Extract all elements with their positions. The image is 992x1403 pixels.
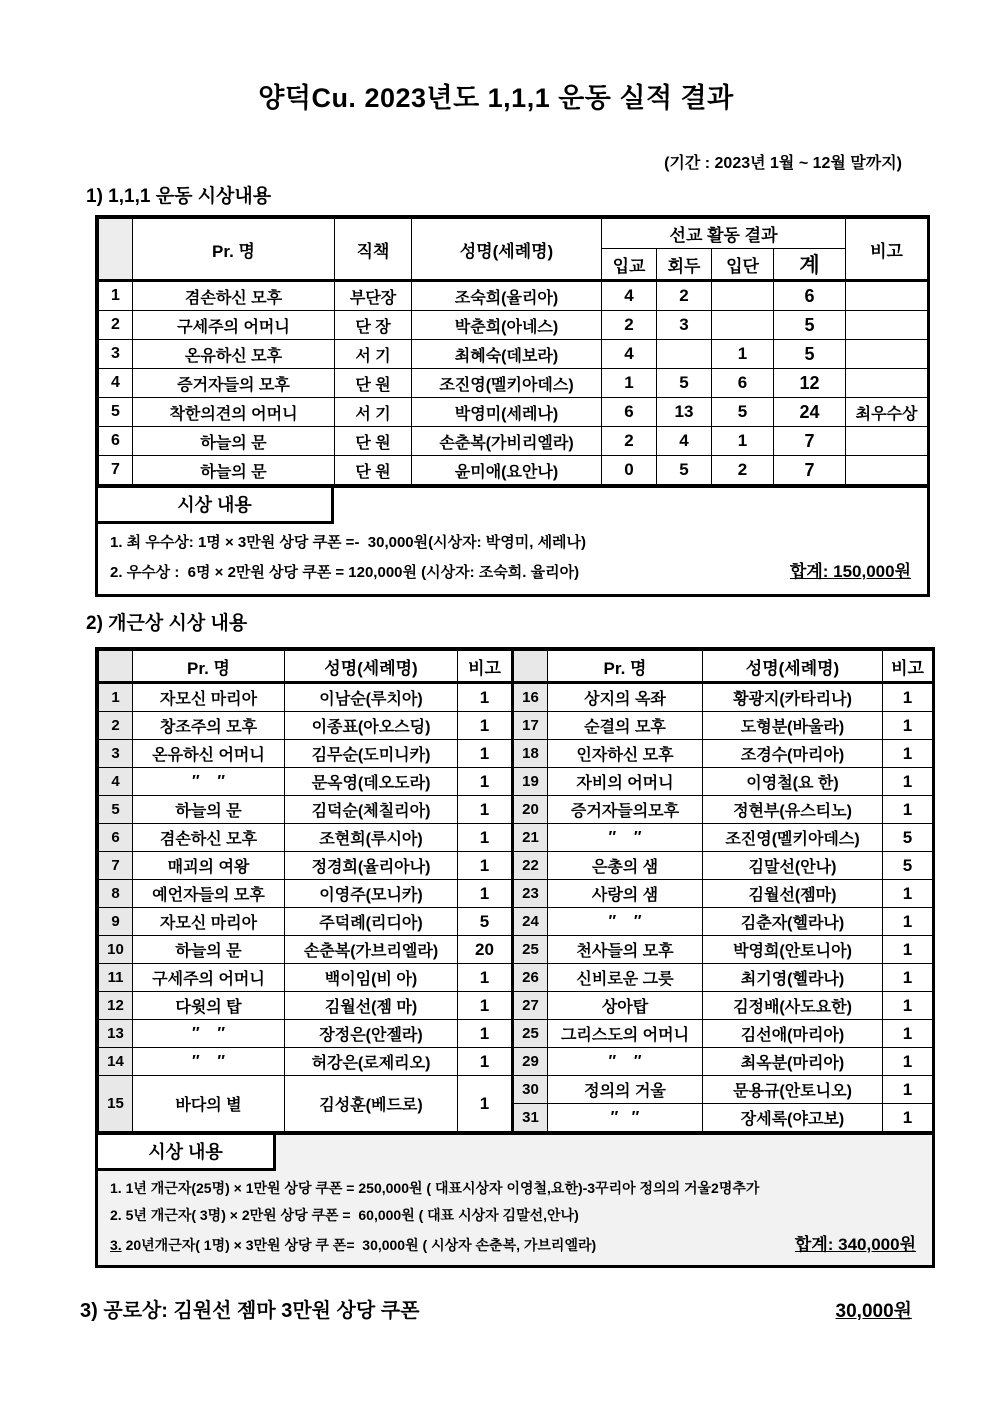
note-cell: 1 [883,796,933,824]
row-no: 17 [513,712,548,740]
pr-name-cell: 예언자들의 모후 [133,880,285,908]
header-ipdan: 입단 [712,249,774,281]
hoedu-value: 4 [657,427,712,456]
member-name-cell: 박영미(세레나) [412,398,602,427]
row-no: 18 [513,740,548,768]
member-name-cell: 김성훈(베드로) [285,1076,458,1132]
hoedu-value: 3 [657,311,712,340]
header-note: 비고 [883,651,933,683]
note-cell: 1 [883,768,933,796]
ipdan-value [712,311,774,340]
award-total: 합계: 150,000원 [789,562,911,581]
table-row [99,824,933,852]
pr-name-cell: 증거자들의 모후 [133,369,335,398]
row-no: 10 [99,936,133,964]
note-cell: 1 [458,740,513,768]
pr-name-cell: 하늘의 문 [133,936,285,964]
note-cell: 1 [883,908,933,936]
ipgyo-value: 2 [602,427,657,456]
member-name-cell: 김무순(도미니카) [285,740,458,768]
ipgyo-value: 4 [602,340,657,369]
total-value: 7 [774,427,846,456]
member-name-cell: 김선애(마리아) [703,1020,883,1048]
merit-award-text: 3) 공로상: 김원선 젬마 3만원 상당 쿠폰 [80,1300,420,1322]
award-line-3-number: 3. [110,1237,122,1253]
note-cell: 1 [883,964,933,992]
section3-line [80,1294,912,1323]
pr-name-cell: 매괴의 여왕 [133,852,285,880]
member-name-cell: 김월선(젬마) [703,880,883,908]
role-cell: 단 원 [335,456,412,485]
note-cell: 1 [883,1076,933,1104]
table-row [99,852,933,880]
pr-name-cell: ″ ″ [548,1104,703,1132]
member-name-cell: 장정은(안젤라) [285,1020,458,1048]
row-no: 12 [99,992,133,1020]
table-row [99,768,933,796]
note-cell [846,340,928,369]
pr-name-cell: 정의의 거울 [548,1076,703,1104]
total-value: 12 [774,369,846,398]
pr-name-cell: 은총의 샘 [548,852,703,880]
member-name-cell: 윤미애(요안나) [412,456,602,485]
pr-name-cell: 온유하신 어머니 [133,740,285,768]
member-name-cell: 주덕례(리디아) [285,908,458,936]
header-pr-name: Pr. 명 [133,651,285,683]
row-no: 5 [99,796,133,824]
mission-result-table [95,215,930,597]
row-no: 21 [513,824,548,852]
period-note: (기간 : 2023년 1월 ~ 12월 말까지) [664,155,902,172]
award-summary-1 [98,485,927,594]
pr-name-cell: 겸손하신 모후 [133,281,335,311]
role-cell: 단 장 [335,311,412,340]
row-no: 7 [99,852,133,880]
pr-name-cell: ″ ″ [133,768,285,796]
award-line-1: 1. 최 우수상: 1명 × 3만원 상당 쿠폰 =- 30,000원(시상자: 박영미, 세레나) [110,534,587,551]
hoedu-value [657,340,712,369]
pr-name-cell: 하늘의 문 [133,456,335,485]
note-cell: 1 [458,796,513,824]
ipdan-value: 2 [712,456,774,485]
page-title: 양덕Cu. 2023년도 1,1,1 운동 실적 결과 [258,83,734,113]
member-name-cell: 백이임(비 아) [285,964,458,992]
member-name-cell: 김월선(젬 마) [285,992,458,1020]
table-row [99,1020,933,1048]
pr-name-cell: 겸손하신 모후 [133,824,285,852]
ipdan-value: 1 [712,340,774,369]
row-no: 14 [99,1048,133,1076]
pr-name-cell: 다윗의 탑 [133,992,285,1020]
row-no: 2 [99,311,133,340]
note-cell: 1 [458,712,513,740]
note-cell [846,281,928,311]
row-no: 19 [513,768,548,796]
award-line-3-text: 20년개근자( 1명) × 3만원 상당 쿠 폰= 30,000원 ( 시상자 손춘복, 가브리엘라) [121,1237,597,1253]
award-line-2: 2. 우수상 : 6명 × 2만원 상당 쿠폰 = 120,000원 (시상자: 조숙희. 율리아) [110,564,580,581]
award-line-1: 1. 1년 개근자(25명) × 1만원 상당 쿠폰 = 250,000원 ( 대표시상자 이영철,요한)-3꾸리아 정의의 거울2명추가 [110,1180,760,1196]
note-cell: 20 [458,936,513,964]
header-pr-name: Pr. 명 [133,219,335,281]
total-value: 24 [774,398,846,427]
row-no: 8 [99,880,133,908]
header-row [99,219,928,249]
total-value: 6 [774,281,846,311]
note-cell: 1 [458,880,513,908]
row-no: 13 [99,1020,133,1048]
member-name-cell: 문옥영(데오도라) [285,768,458,796]
table-row [99,936,933,964]
pr-name-cell: ″ ″ [548,1048,703,1076]
pr-name-cell: 천사들의 모후 [548,936,703,964]
table-row [99,880,933,908]
table-row [99,796,933,824]
table-row [99,311,928,340]
ipgyo-value: 6 [602,398,657,427]
member-name-cell: 이영주(모니카) [285,880,458,908]
note-cell: 1 [883,1104,933,1132]
table-row [99,427,928,456]
row-no: 4 [99,369,133,398]
note-cell: 1 [883,936,933,964]
total-value: 5 [774,340,846,369]
row-no: 31 [513,1104,548,1132]
row-no: 9 [99,908,133,936]
award-total: 합계: 340,000원 [794,1235,916,1254]
pr-name-cell: 바다의 별 [133,1076,285,1132]
note-cell: 1 [458,768,513,796]
header-no [513,651,548,683]
award-label: 시상 내용 [98,488,334,524]
member-name-cell: 이종표(아오스딩) [285,712,458,740]
note-cell [846,427,928,456]
row-no: 22 [513,852,548,880]
row-no: 15 [99,1076,133,1132]
note-cell [846,369,928,398]
table-row [99,281,928,311]
pr-name-cell: 자모신 마리아 [133,908,285,936]
member-name-cell: 문용규(안토니오) [703,1076,883,1104]
header-baptismal-name: 성명(세례명) [412,219,602,281]
total-value: 5 [774,311,846,340]
total-value: 7 [774,456,846,485]
member-name-cell: 김정배(사도요한) [703,992,883,1020]
pr-name-cell: 하늘의 문 [133,427,335,456]
table-row [99,369,928,398]
row-no: 1 [99,683,133,712]
header-row [99,651,933,683]
table-row [99,398,928,427]
ipdan-value: 5 [712,398,774,427]
note-cell [846,456,928,485]
row-no: 2 [99,712,133,740]
note-cell: 5 [883,852,933,880]
member-name-cell: 조진영(멜키아데스) [412,369,602,398]
header-pr-name: Pr. 명 [548,651,703,683]
row-no: 1 [99,281,133,311]
header-ipgyo: 입교 [602,249,657,281]
member-name-cell: 이남순(루치아) [285,683,458,712]
table-row [99,1076,933,1104]
section2-title: 2) 개근상 시상 내용 [86,613,248,634]
note-cell: 1 [458,852,513,880]
note-cell: 1 [883,1048,933,1076]
member-name-cell: 손춘복(가브리엘라) [285,936,458,964]
pr-name-cell: 상지의 옥좌 [548,683,703,712]
row-no: 25 [513,936,548,964]
table-row [99,712,933,740]
pr-name-cell: 하늘의 문 [133,796,285,824]
pr-name-cell: 사랑의 샘 [548,880,703,908]
note-cell: 1 [458,683,513,712]
row-no: 11 [99,964,133,992]
pr-name-cell: 착한의견의 어머니 [133,398,335,427]
hoedu-value: 5 [657,369,712,398]
member-name-cell: 도형분(바울라) [703,712,883,740]
ipgyo-value: 1 [602,369,657,398]
row-no: 5 [99,398,133,427]
member-name-cell: 박영희(안토니아) [703,936,883,964]
note-cell: 1 [458,992,513,1020]
pr-name-cell: 신비로운 그릇 [548,964,703,992]
role-cell: 서 기 [335,398,412,427]
ipgyo-value: 4 [602,281,657,311]
ipdan-value [712,281,774,311]
pr-name-cell: 자모신 마리아 [133,683,285,712]
table-row [99,908,933,936]
row-no: 4 [99,768,133,796]
pr-name-cell: 그리스도의 어머니 [548,1020,703,1048]
hoedu-value: 2 [657,281,712,311]
member-name-cell: 손춘복(가비리엘라) [412,427,602,456]
member-name-cell: 정현부(유스티노) [703,796,883,824]
member-name-cell: 황광지(카타리나) [703,683,883,712]
pr-name-cell: 자비의 어머니 [548,768,703,796]
member-name-cell: 조진영(멜키아데스) [703,824,883,852]
header-baptismal-name: 성명(세례명) [285,651,458,683]
pr-name-cell: ″ ″ [133,1048,285,1076]
header-mission-result-group: 선교 활동 결과 [602,219,846,249]
header-total: 계 [774,249,846,281]
header-hoedu: 회두 [657,249,712,281]
table-row [99,456,928,485]
pr-name-cell: 순결의 모후 [548,712,703,740]
note-cell: 1 [458,964,513,992]
table-row [99,1048,933,1076]
header-note: 비고 [458,651,513,683]
member-name-cell: 김덕순(체칠리아) [285,796,458,824]
member-name-cell: 최옥분(마리아) [703,1048,883,1076]
pr-name-cell: 인자하신 모후 [548,740,703,768]
member-name-cell: 조현희(루시아) [285,824,458,852]
row-no: 6 [99,427,133,456]
award-line-3 [98,1228,602,1255]
award-label: 시상 내용 [98,1135,276,1171]
header-baptismal-name: 성명(세례명) [703,651,883,683]
note-cell: 최우수상 [846,398,928,427]
member-name-cell: 김말선(안나) [703,852,883,880]
hoedu-value: 5 [657,456,712,485]
row-no: 25 [513,1020,548,1048]
row-no: 7 [99,456,133,485]
note-cell [846,311,928,340]
pr-name-cell: ″ ″ [548,824,703,852]
role-cell: 단 원 [335,427,412,456]
pr-name-cell: 온유하신 모후 [133,340,335,369]
note-cell: 5 [458,908,513,936]
row-no: 3 [99,340,133,369]
merit-award-amount: 30,000원 [835,1301,912,1322]
note-cell: 1 [883,880,933,908]
note-cell: 1 [883,712,933,740]
pr-name-cell: 증거자들의모후 [548,796,703,824]
hoedu-value: 13 [657,398,712,427]
row-no: 16 [513,683,548,712]
note-cell: 1 [883,683,933,712]
note-cell: 1 [458,1076,513,1132]
header-note: 비고 [846,219,928,281]
pr-name-cell: 상아탑 [548,992,703,1020]
member-name-cell: 최혜숙(데보라) [412,340,602,369]
table-row [99,340,928,369]
role-cell: 단 원 [335,369,412,398]
member-name-cell: 조경수(마리아) [703,740,883,768]
member-name-cell: 조숙희(율리아) [412,281,602,311]
member-name-cell: 이영철(요 한) [703,768,883,796]
row-no: 24 [513,908,548,936]
row-no: 26 [513,964,548,992]
pr-name-cell: ″ ″ [548,908,703,936]
row-no: 3 [99,740,133,768]
role-cell: 서 기 [335,340,412,369]
note-cell: 1 [883,740,933,768]
member-name-cell: 최기영(헬라나) [703,964,883,992]
award-summary-2 [98,1132,932,1265]
pr-name-cell: 구세주의 어머니 [133,311,335,340]
note-cell: 1 [458,1048,513,1076]
header-no [99,219,133,281]
row-no: 30 [513,1076,548,1104]
row-no: 23 [513,880,548,908]
table-row [99,683,933,712]
header-no [99,651,133,683]
member-name-cell: 허강은(로제리오) [285,1048,458,1076]
note-cell: 1 [883,1020,933,1048]
pr-name-cell: 창조주의 모후 [133,712,285,740]
section1-title: 1) 1,1,1 운동 시상내용 [86,186,272,207]
pr-name-cell: ″ ″ [133,1020,285,1048]
row-no: 6 [99,824,133,852]
table-row [99,992,933,1020]
note-cell: 1 [458,1020,513,1048]
attendance-award-table [95,647,935,1268]
pr-name-cell: 구세주의 어머니 [133,964,285,992]
table-row [99,964,933,992]
note-cell: 5 [883,824,933,852]
row-no: 29 [513,1048,548,1076]
member-name-cell: 박춘희(아네스) [412,311,602,340]
member-name-cell: 김춘자(헬라나) [703,908,883,936]
note-cell: 1 [883,992,933,1020]
ipdan-value: 1 [712,427,774,456]
role-cell: 부단장 [335,281,412,311]
ipgyo-value: 0 [602,456,657,485]
row-no: 27 [513,992,548,1020]
note-cell: 1 [458,824,513,852]
header-role: 직책 [335,219,412,281]
row-no: 20 [513,796,548,824]
award-line-2: 2. 5년 개근자( 3명) × 2만원 상당 쿠폰 = 60,000원 ( 대표 시상자 김말선,안나) [110,1207,579,1223]
table-row [99,740,933,768]
ipdan-value: 6 [712,369,774,398]
member-name-cell: 정경희(율리아나) [285,852,458,880]
ipgyo-value: 2 [602,311,657,340]
member-name-cell: 장세록(야고보) [703,1104,883,1132]
